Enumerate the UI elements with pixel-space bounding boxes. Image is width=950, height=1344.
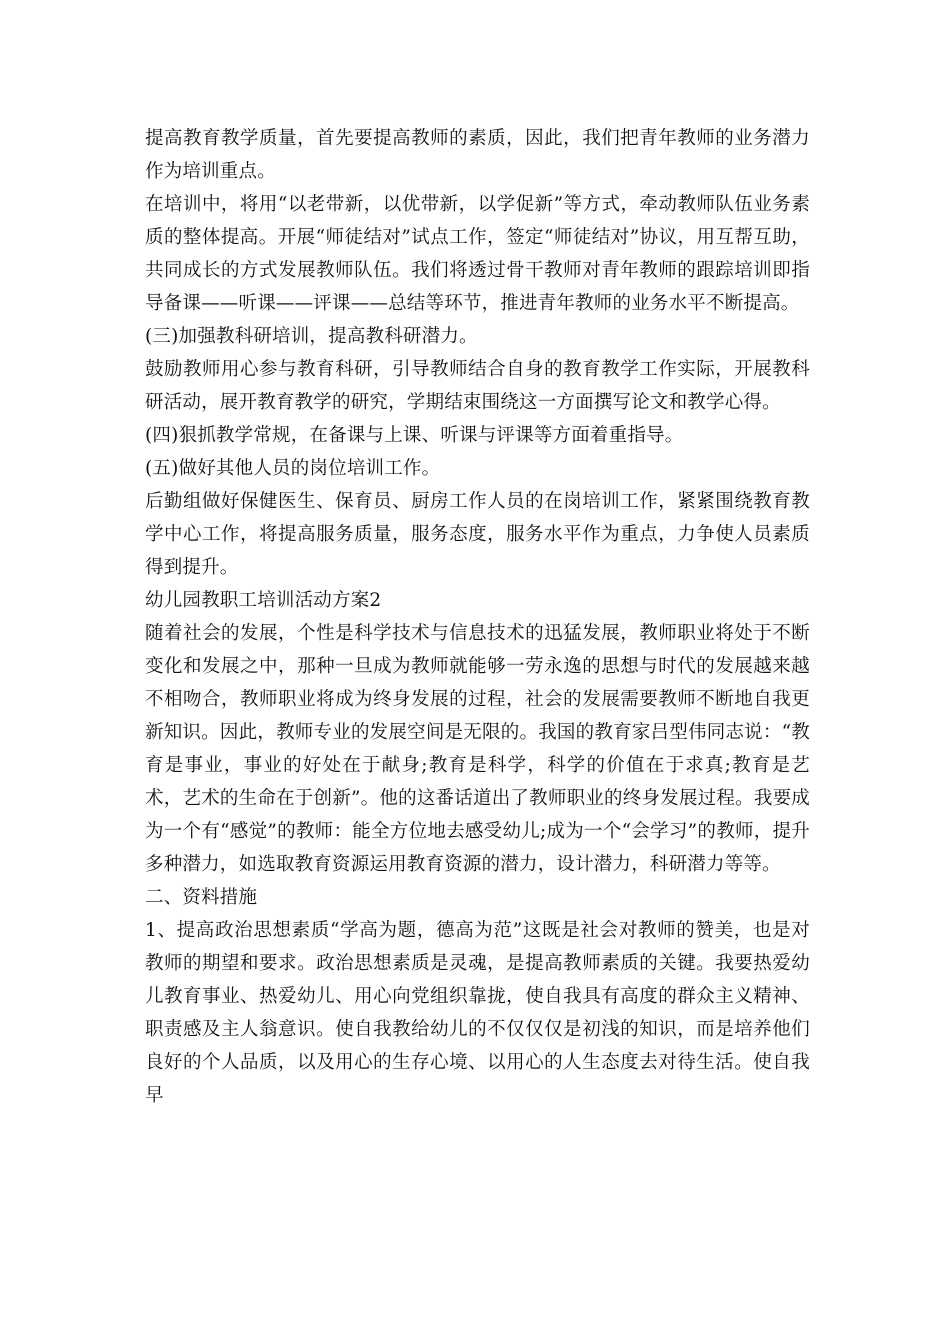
- section-heading-other-staff: (五)做好其他人员的岗位培训工作。: [145, 458, 441, 479]
- paragraph-mentoring: 在培训中，将用“以老带新，以优带新，以学促新”等方式，牵动教师队伍业务素质的整体提高。开展“师徒结对”试点工作，签定“师徒结对”协议，用互帮互助，共同成长的方式发展教师队伍。我们将透过骨干教师对青年教师的跟踪培训即指导备课——听课——评课——总结等环节，推进青年教师的业务水平不断提高。: [145, 194, 810, 314]
- section-heading-measures: 二、资料措施: [145, 887, 258, 908]
- paragraph-research: 鼓励教师用心参与教育科研，引导教师结合自身的教育教学工作实际，开展教科研活动，展开教育教学的研究，学期结束围绕这一方面撰写论文和教学心得。: [145, 359, 810, 413]
- document-subtitle: 幼儿园教职工培训活动方案2: [145, 590, 382, 611]
- paragraph-political-quality: 1、提高政治思想素质“学高为题，德高为范”这既是社会对教师的赞美，也是对教师的期望和要求。政治思想素质是灵魂，是提高教师素质的关键。我要热爱幼儿教育事业、热爱幼儿、用心向党组织靠拢，使自我具有高度的群众主义精神、职责感及主人翁意识。使自我教给幼儿的不仅仅仅是初浅的知识，而是培养他们良好的个人品质，以及用心的生存心境、以用心的人生态度去对待生活。使自我早: [145, 920, 810, 1106]
- document-body: [145, 122, 810, 1112]
- section-heading-teaching-routine: (四)狠抓教学常规，在备课与上课、听课与评课等方面着重指导。: [145, 425, 684, 446]
- section-heading-research-training: (三)加强教科研培训，提高教科研潜力。: [145, 326, 478, 347]
- paragraph-quality-focus: 提高教育教学质量，首先要提高教师的素质，因此，我们把青年教师的业务潜力作为培训重点。: [145, 128, 810, 182]
- paragraph-logistics: 后勤组做好保健医生、保育员、厨房工作人员的在岗培训工作，紧紧围绕教育教学中心工作，将提高服务质量，服务态度，服务水平作为重点，力争使人员素质得到提升。: [145, 491, 810, 578]
- paragraph-social-development: 随着社会的发展，个性是科学技术与信息技术的迅猛发展，教师职业将处于不断变化和发展之中，那种一旦成为教师就能够一劳永逸的思想与时代的发展越来越不相吻合，教师职业将成为终身发展的过程，社会的发展需要教师不断地自我更新知识。因此，教师专业的发展空间是无限的。我国的教育家吕型伟同志说：“教育是事业，事业的好处在于献身;教育是科学，科学的价值在于求真;教育是艺术，艺术的生命在于创新”。他的这番话道出了教师职业的终身发展过程。我要成为一个有“感觉”的教师：能全方位地去感受幼儿;成为一个“会学习”的教师，提升多种潜力，如选取教育资源运用教育资源的潜力，设计潜力，科研潜力等等。: [145, 623, 810, 875]
